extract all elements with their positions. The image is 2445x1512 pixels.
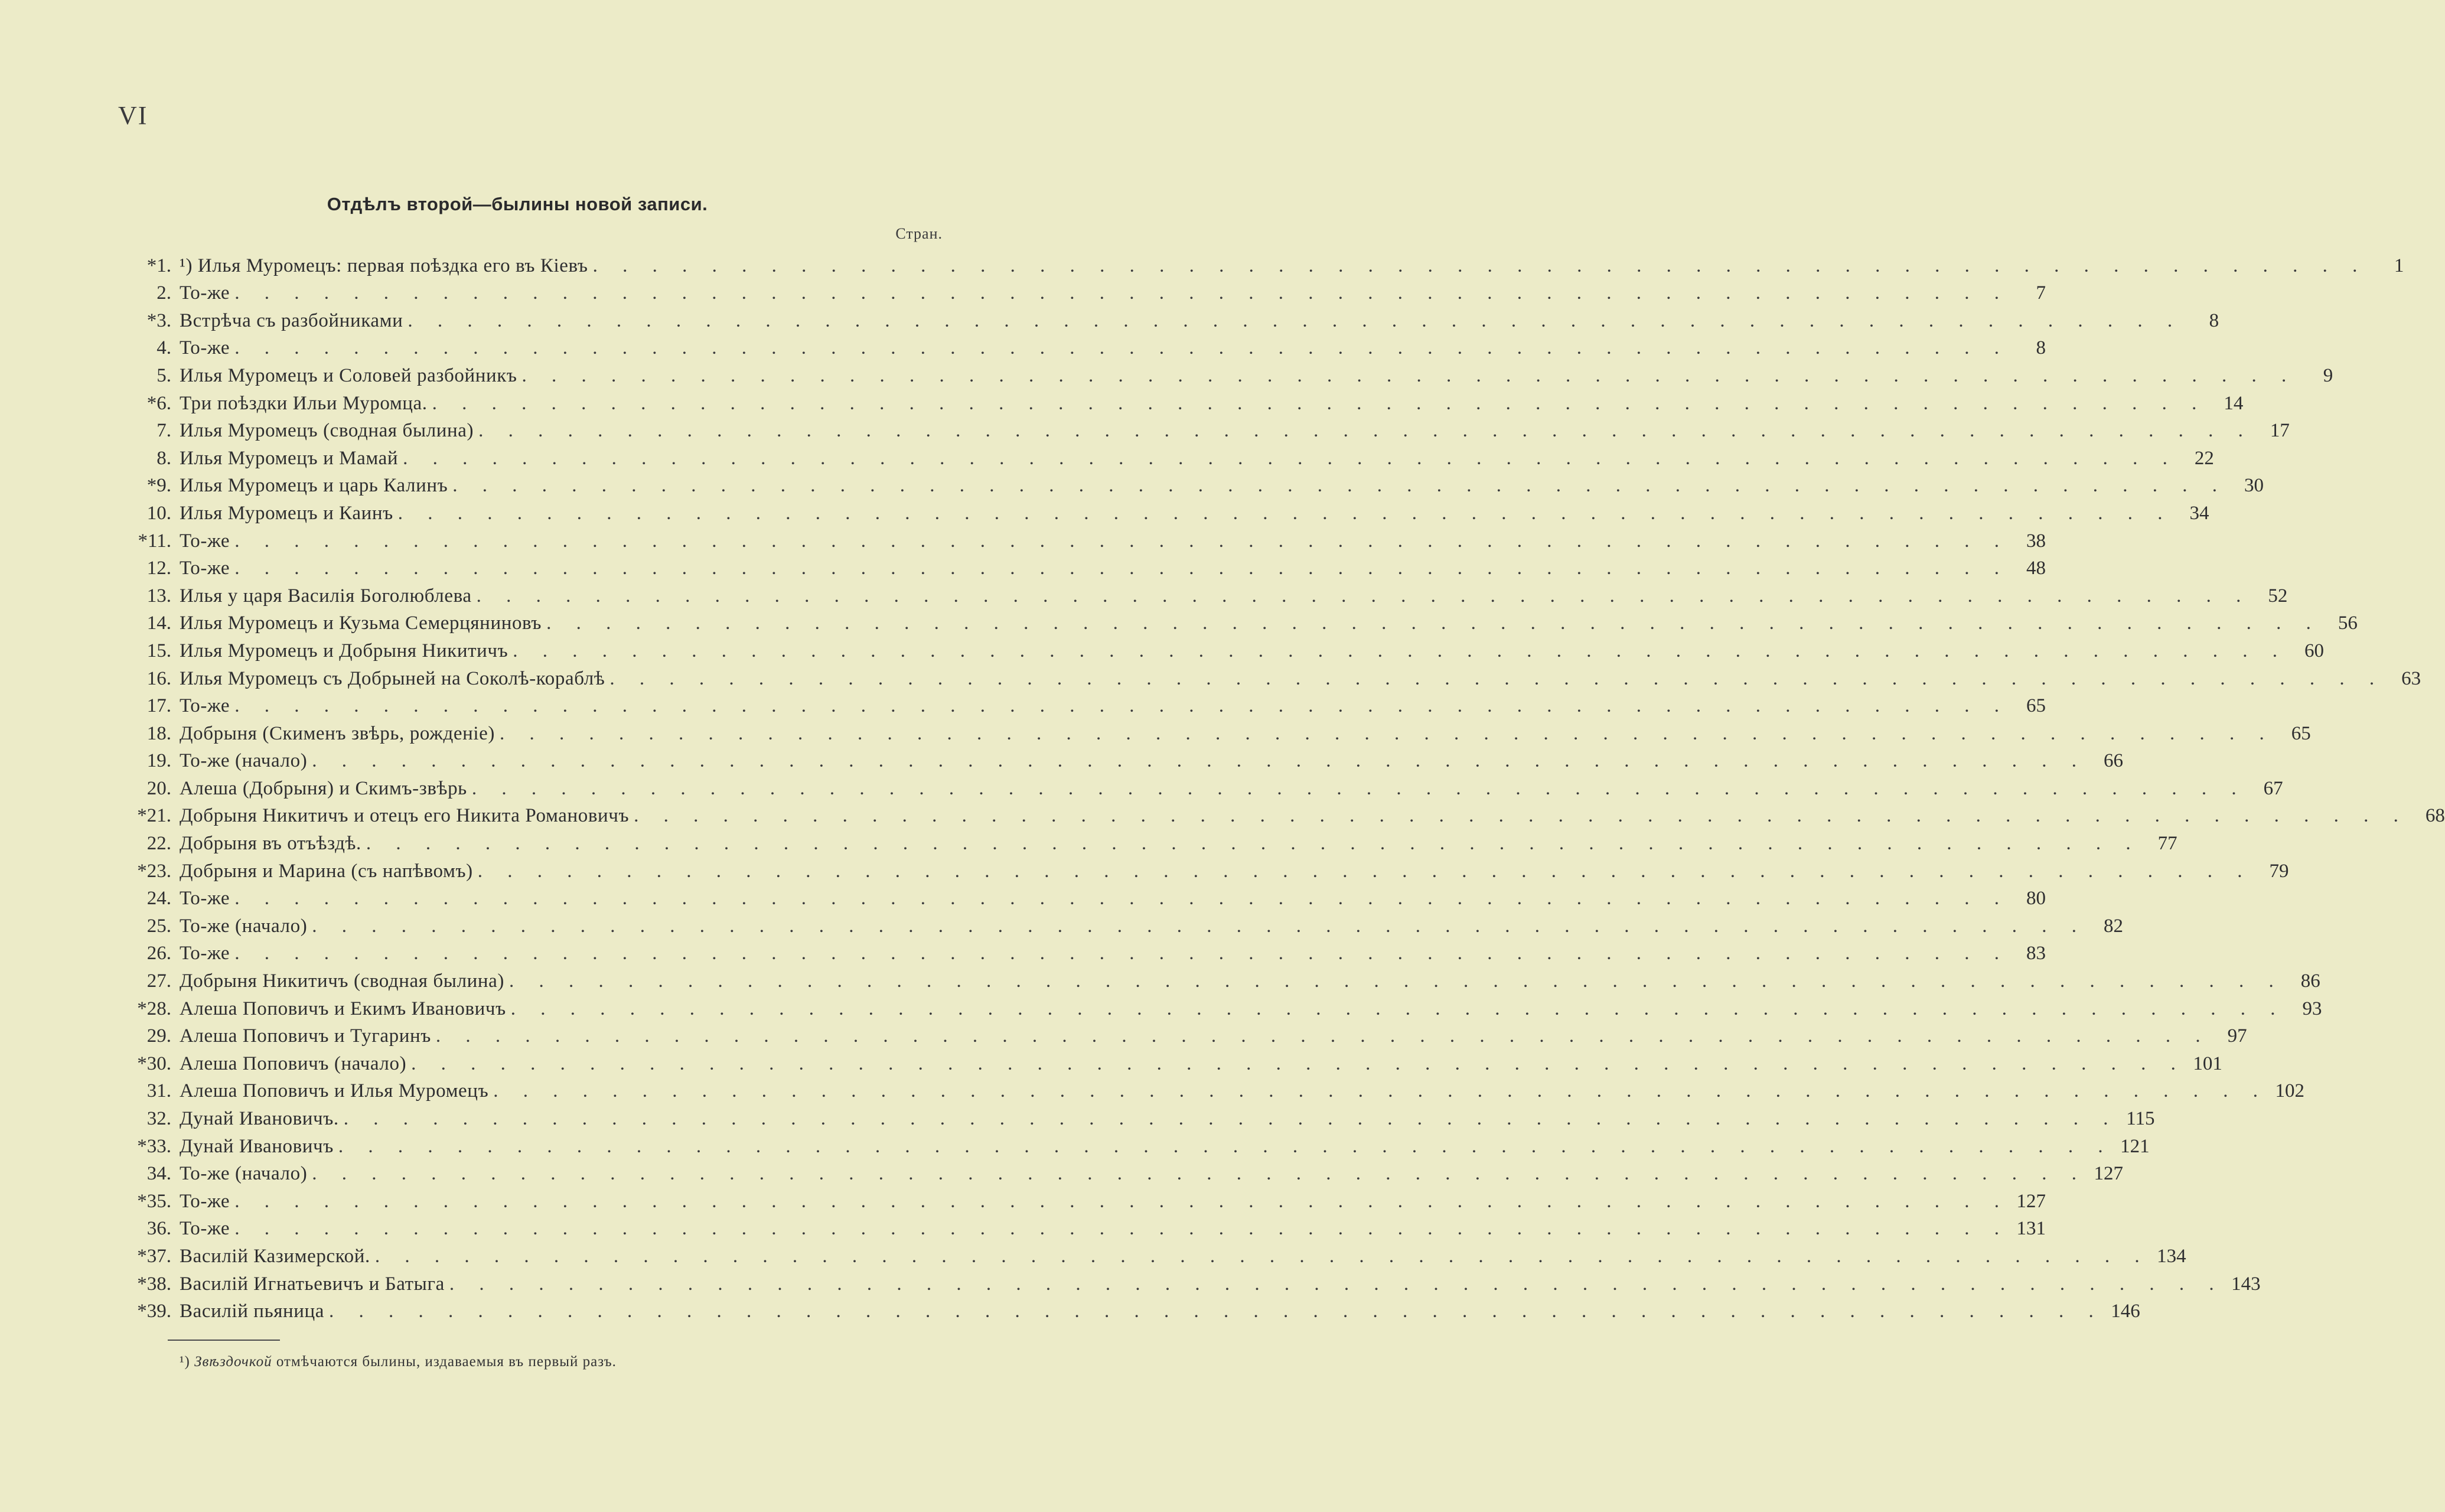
table-of-contents [112, 248, 2445, 1322]
entry-title: Добрыня Никитичъ (сводная былина) [180, 970, 504, 992]
entry-page: 67 [2263, 777, 2283, 799]
toc-entry [112, 496, 2209, 524]
toc-entry [112, 853, 2289, 882]
entry-page: 14 [2224, 392, 2244, 414]
entry-number: 10. [146, 502, 171, 524]
entry-number: 7. [157, 420, 171, 442]
page-number: VI [118, 101, 148, 130]
entry-page: 83 [2026, 943, 2046, 964]
entry-title: То-же (начало) [180, 1163, 308, 1185]
toc-entry [112, 936, 2046, 964]
toc-entry [112, 1266, 2261, 1295]
entry-number: *1. [146, 255, 171, 276]
entry-number: *33. [137, 1135, 171, 1157]
toc-entry [112, 1074, 2304, 1102]
entry-number: *39. [137, 1301, 171, 1322]
dot-leader: . . . . . . . . . . . . . . . . . . . . . . . . . . . . . . . . . . . . . . . . . . . . . . . . . . . . . . . . . . . . [234, 888, 2009, 910]
toc-entry [112, 1184, 2046, 1212]
entry-page: 82 [2104, 915, 2124, 937]
entry-page: 134 [2157, 1245, 2186, 1267]
entry-number: *9. [146, 475, 171, 497]
entry-page: 48 [2026, 558, 2046, 579]
entry-title: Илья Муромецъ и Каинъ [180, 502, 393, 524]
footnote-emphasis: Звѣздочкой [194, 1354, 272, 1370]
dot-leader: . . . . . . . . . . . . . . . . . . . . . . . . . . . . . . . . . . . . . . . . . . . . . . . . . . . . . . . . . . . . [312, 1163, 2087, 1185]
entry-page: 102 [2275, 1080, 2304, 1102]
dot-leader: . . . . . . . . . . . . . . . . . . . . . . . . . . . . . . . . . . . . . . . . . . . . . . . . . . . . . . . . . . . . [521, 364, 2297, 386]
toc-entry [112, 1101, 2155, 1129]
dot-leader: . . . . . . . . . . . . . . . . . . . . . . . . . . . . . . . . . . . . . . . . . . . . . . . . . . . . . . . . . . . . [510, 998, 2286, 1019]
dot-leader: . . . . . . . . . . . . . . . . . . . . . . . . . . . . . . . . . . . . . . . . . . . . . . . . . . . . . . . . . . . . [432, 392, 2207, 414]
entry-number: 8. [157, 447, 171, 469]
entry-number: 14. [146, 612, 171, 634]
dot-leader: . . . . . . . . . . . . . . . . . . . . . . . . . . . . . . . . . . . . . . . . . . . . . . . . . . . . . . . . . . . . [634, 805, 2408, 827]
dot-leader: . . . . . . . . . . . . . . . . . . . . . . . . . . . . . . . . . . . . . . . . . . . . . . . . . . . . . . . . . . . . [509, 970, 2284, 992]
toc-entry [112, 606, 2358, 634]
entry-page: 97 [2227, 1025, 2247, 1047]
entry-page: 101 [2193, 1052, 2222, 1074]
entry-title: Василій Игнатьевичъ и Батыга [180, 1273, 445, 1295]
entry-page: 22 [2194, 447, 2214, 469]
toc-entry [112, 881, 2046, 910]
dot-leader: . . . . . . . . . . . . . . . . . . . . . . . . . . . . . . . . . . . . . . . . . . . . . . . . . . . . . . . . . . . . [493, 1080, 2268, 1102]
entry-number: *38. [137, 1273, 171, 1295]
dot-leader: . . . . . . . . . . . . . . . . . . . . . . . . . . . . . . . . . . . . . . . . . . . . . . . . . . . . . . . . . . . . [407, 309, 2183, 331]
entry-title: То-же [180, 1190, 230, 1212]
dot-leader: . . . . . . . . . . . . . . . . . . . . . . . . . . . . . . . . . . . . . . . . . . . . . . . . . . . . . . . . . . . . [338, 1135, 2113, 1157]
toc-entry [112, 413, 2290, 442]
dot-leader: . . . . . . . . . . . . . . . . . . . . . . . . . . . . . . . . . . . . . . . . . . . . . . . . . . . . . . . . . . . . [312, 915, 2087, 937]
toc-entry [112, 908, 2124, 937]
dot-leader: . . . . . . . . . . . . . . . . . . . . . . . . . . . . . . . . . . . . . . . . . . . . . . . . . . . . . . . . . . . . [312, 750, 2087, 772]
dot-leader: . . . . . . . . . . . . . . . . . . . . . . . . . . . . . . . . . . . . . . . . . . . . . . . . . . . . . . . . . . . . [609, 667, 2385, 689]
entry-page: 131 [2016, 1218, 2046, 1240]
entry-number: 5. [157, 364, 171, 386]
toc-entry [112, 578, 2288, 607]
entry-title: То-же (начало) [180, 915, 308, 937]
toc-entry [112, 661, 2421, 689]
entry-page: 80 [2026, 888, 2046, 910]
entry-number: 18. [146, 722, 171, 744]
entry-number: 26. [146, 943, 171, 964]
entry-title: Три поѣздки Ильи Муромца. [180, 392, 428, 414]
toc-entry [112, 1294, 2140, 1322]
dot-leader: . . . . . . . . . . . . . . . . . . . . . . . . . . . . . . . . . . . . . . . . . . . . . . . . . . . . . . . . . . . . [478, 420, 2253, 442]
page-column-header: Стран. [895, 225, 943, 242]
entry-title: Добрыня и Марина (съ напѣвомъ) [180, 860, 473, 882]
toc-entry [112, 1211, 2046, 1240]
entry-page: 79 [2269, 860, 2289, 882]
entry-number: *28. [137, 998, 171, 1019]
entry-title: То-же [180, 695, 230, 717]
toc-entry [112, 551, 2046, 579]
entry-page: 63 [2401, 667, 2421, 689]
entry-page: 66 [2104, 750, 2124, 772]
toc-entry [112, 1019, 2247, 1047]
entry-title: То-же (начало) [180, 750, 308, 772]
dot-leader: . . . . . . . . . . . . . . . . . . . . . . . . . . . . . . . . . . . . . . . . . . . . . . . . . . . . . . . . . . . . [477, 860, 2252, 882]
toc-entry [112, 523, 2046, 552]
entry-title: Илья у царя Василія Боголюблева [180, 585, 472, 607]
dot-leader: . . . . . . . . . . . . . . . . . . . . . . . . . . . . . . . . . . . . . . . . . . . . . . . . . . . . . . . . . . . . [546, 612, 2321, 634]
dot-leader: . . . . . . . . . . . . . . . . . . . . . . . . . . . . . . . . . . . . . . . . . . . . . . . . . . . . . . . . . . . . [329, 1301, 2104, 1322]
entry-title: Илья Муромецъ и Добрыня Никитичъ [180, 640, 508, 662]
entry-number: *37. [137, 1245, 171, 1267]
toc-entry [112, 468, 2264, 497]
entry-title: Встрѣча съ разбойниками [180, 309, 403, 331]
entry-number: 25. [146, 915, 171, 937]
entry-page: 8 [2036, 337, 2046, 359]
entry-page: 127 [2016, 1190, 2046, 1212]
entry-title: Дунай Ивановичъ. [180, 1108, 339, 1129]
entry-page: 65 [2026, 695, 2046, 717]
entry-number: *23. [137, 860, 171, 882]
toc-entry [112, 331, 2046, 359]
dot-leader: . . . . . . . . . . . . . . . . . . . . . . . . . . . . . . . . . . . . . . . . . . . . . . . . . . . . . . . . . . . . [234, 695, 2009, 717]
entry-number: 24. [146, 888, 171, 910]
entry-title: То-же [180, 888, 230, 910]
toc-entry [112, 799, 2445, 827]
entry-number: 22. [146, 833, 171, 855]
entry-page: 7 [2036, 282, 2046, 304]
dot-leader: . . . . . . . . . . . . . . . . . . . . . . . . . . . . . . . . . . . . . . . . . . . . . . . . . . . . . . . . . . . . [449, 1273, 2224, 1295]
toc-entry [112, 358, 2333, 386]
entry-page: 68 [2425, 805, 2445, 827]
toc-entry [112, 991, 2322, 1019]
dot-leader: . . . . . . . . . . . . . . . . . . . . . . . . . . . . . . . . . . . . . . . . . . . . . . . . . . . . . . . . . . . . [234, 530, 2009, 552]
entry-page: 38 [2026, 530, 2046, 552]
entry-page: 93 [2302, 998, 2322, 1019]
entry-page: 143 [2231, 1273, 2261, 1295]
entry-page: 30 [2244, 475, 2264, 497]
entry-title: Илья Муромецъ и Мамай [180, 447, 399, 469]
dot-leader: . . . . . . . . . . . . . . . . . . . . . . . . . . . . . . . . . . . . . . . . . . . . . . . . . . . . . . . . . . . . [397, 502, 2173, 524]
entry-number: *21. [137, 805, 171, 827]
entry-title: Добрыня (Скименъ звѣрь, рожденіе) [180, 722, 495, 744]
section-title: Отдѣлъ второй—былины новой записи. [327, 194, 708, 214]
entry-page: 9 [2323, 364, 2333, 386]
dot-leader: . . . . . . . . . . . . . . . . . . . . . . . . . . . . . . . . . . . . . . . . . . . . . . . . . . . . . . . . . . . . [366, 833, 2141, 855]
dot-leader: . . . . . . . . . . . . . . . . . . . . . . . . . . . . . . . . . . . . . . . . . . . . . . . . . . . . . . . . . . . . [403, 447, 2177, 469]
toc-entry [112, 633, 2325, 662]
entry-title: Илья Муромецъ и Кузьма Семерцяниновъ [180, 612, 542, 634]
dot-leader: . . . . . . . . . . . . . . . . . . . . . . . . . . . . . . . . . . . . . . . . . . . . . . . . . . . . . . . . . . . . [234, 943, 2009, 964]
dot-leader: . . . . . . . . . . . . . . . . . . . . . . . . . . . . . . . . . . . . . . . . . . . . . . . . . . . . . . . . . . . . [452, 475, 2228, 497]
dot-leader: . . . . . . . . . . . . . . . . . . . . . . . . . . . . . . . . . . . . . . . . . . . . . . . . . . . . . . . . . . . . [592, 255, 2368, 276]
entry-number: 31. [146, 1080, 171, 1102]
entry-title: То-же [180, 282, 230, 304]
entry-page: 86 [2300, 970, 2320, 992]
entry-number: 16. [146, 667, 171, 689]
entry-title: Алеша Поповичъ (начало) [180, 1052, 407, 1074]
entry-title: Илья Муромецъ съ Добрыней на Соколѣ-кораблѣ [180, 667, 605, 689]
dot-leader: . . . . . . . . . . . . . . . . . . . . . . . . . . . . . . . . . . . . . . . . . . . . . . . . . . . . . . . . . . . . [234, 1190, 2009, 1212]
entry-number: *30. [137, 1052, 171, 1074]
toc-entry [112, 386, 2244, 414]
dot-leader: . . . . . . . . . . . . . . . . . . . . . . . . . . . . . . . . . . . . . . . . . . . . . . . . . . . . . . . . . . . . [435, 1025, 2211, 1047]
toc-entry [112, 1046, 2222, 1074]
entry-number: 20. [146, 777, 171, 799]
toc-entry [112, 771, 2283, 799]
entry-number: 27. [146, 970, 171, 992]
entry-page: 60 [2304, 640, 2325, 662]
entry-title: Василій Казимерской. [180, 1245, 370, 1267]
entry-page: 77 [2157, 833, 2177, 855]
toc-entry [112, 303, 2219, 331]
entry-number: 34. [146, 1163, 171, 1185]
entry-number: *11. [138, 530, 171, 552]
dot-leader: . . . . . . . . . . . . . . . . . . . . . . . . . . . . . . . . . . . . . . . . . . . . . . . . . . . . . . . . . . . . [411, 1052, 2186, 1074]
entry-title: Дунай Ивановичъ [180, 1135, 334, 1157]
entry-page: 56 [2338, 612, 2358, 634]
footnote-divider [168, 1340, 280, 1341]
entry-page: 1 [2394, 255, 2404, 276]
entry-title: Добрыня Никитичъ и отецъ его Никита Романовичъ [180, 805, 630, 827]
toc-entry [112, 689, 2046, 717]
entry-title: Василій пьяница [180, 1301, 325, 1322]
dot-leader: . . . . . . . . . . . . . . . . . . . . . . . . . . . . . . . . . . . . . . . . . . . . . . . . . . . . . . . . . . . . [374, 1245, 2150, 1267]
entry-page: 17 [2270, 420, 2290, 442]
entry-page: 121 [2120, 1135, 2150, 1157]
toc-entry [112, 441, 2214, 469]
dot-leader: . . . . . . . . . . . . . . . . . . . . . . . . . . . . . . . . . . . . . . . . . . . . . . . . . . . . . . . . . . . . [234, 337, 2009, 359]
dot-leader: . . . . . . . . . . . . . . . . . . . . . . . . . . . . . . . . . . . . . . . . . . . . . . . . . . . . . . . . . . . . [234, 282, 2009, 304]
entry-number: 4. [157, 337, 171, 359]
entry-title: То-же [180, 337, 230, 359]
entry-title: Алеша Поповичъ и Тугаринъ [180, 1025, 431, 1047]
entry-title: То-же [180, 530, 230, 552]
entry-page: 146 [2111, 1301, 2140, 1322]
entry-number: 12. [146, 558, 171, 579]
entry-page: 34 [2189, 502, 2209, 524]
toc-entry [112, 716, 2311, 744]
entry-number: *35. [137, 1190, 171, 1212]
entry-title: То-же [180, 558, 230, 579]
dot-leader: . . . . . . . . . . . . . . . . . . . . . . . . . . . . . . . . . . . . . . . . . . . . . . . . . . . . . . . . . . . . [500, 722, 2274, 744]
entry-title: Алеша Поповичъ и Екимъ Ивановичъ [180, 998, 506, 1019]
entry-page: 52 [2268, 585, 2288, 607]
dot-leader: . . . . . . . . . . . . . . . . . . . . . . . . . . . . . . . . . . . . . . . . . . . . . . . . . . . . . . . . . . . . [343, 1108, 2118, 1129]
entry-number: 36. [146, 1218, 171, 1240]
dot-leader: . . . . . . . . . . . . . . . . . . . . . . . . . . . . . . . . . . . . . . . . . . . . . . . . . . . . . . . . . . . . [471, 777, 2247, 799]
entry-number: 17. [146, 695, 171, 717]
toc-entry [112, 1156, 2124, 1185]
toc-entry [112, 963, 2320, 992]
entry-number: 19. [146, 750, 171, 772]
entry-title: То-же [180, 1218, 230, 1240]
footnote-marker: ¹) [180, 1354, 190, 1370]
footnote-text: отмѣчаются былины, издаваемыя въ первый разъ. [276, 1354, 617, 1370]
entry-page: 65 [2291, 722, 2311, 744]
entry-title: Илья Муромецъ и царь Калинъ [180, 475, 448, 497]
entry-number: 29. [146, 1025, 171, 1047]
entry-title: Алеша (Добрыня) и Скимъ-звѣрь [180, 777, 467, 799]
toc-entry [112, 1239, 2186, 1267]
toc-entry [112, 276, 2046, 304]
entry-number: 13. [146, 585, 171, 607]
entry-number: 15. [146, 640, 171, 662]
toc-entry [112, 248, 2404, 276]
dot-leader: . . . . . . . . . . . . . . . . . . . . . . . . . . . . . . . . . . . . . . . . . . . . . . . . . . . . . . . . . . . . [234, 558, 2009, 579]
entry-title: То-же [180, 943, 230, 964]
entry-page: 127 [2094, 1163, 2124, 1185]
entry-title: Илья Муромецъ (сводная былина) [180, 420, 474, 442]
entry-number: *3. [146, 309, 171, 331]
entry-title: Добрыня въ отъѣздѣ. [180, 833, 361, 855]
entry-title: Алеша Поповичъ и Илья Муромецъ [180, 1080, 489, 1102]
dot-leader: . . . . . . . . . . . . . . . . . . . . . . . . . . . . . . . . . . . . . . . . . . . . . . . . . . . . . . . . . . . . [513, 640, 2288, 662]
entry-number: 32. [146, 1108, 171, 1129]
toc-entry [112, 1129, 2150, 1157]
entry-title: ¹) Илья Муромецъ: первая поѣздка его въ Кіевъ [180, 255, 588, 276]
toc-entry [112, 826, 2177, 855]
entry-number: *6. [146, 392, 171, 414]
entry-page: 8 [2209, 309, 2219, 331]
entry-title: Илья Муромецъ и Соловей разбойникъ [180, 364, 517, 386]
entry-number: 2. [157, 282, 171, 304]
footnote [180, 1354, 888, 1370]
entry-page: 115 [2126, 1108, 2155, 1129]
dot-leader: . . . . . . . . . . . . . . . . . . . . . . . . . . . . . . . . . . . . . . . . . . . . . . . . . . . . . . . . . . . . [234, 1218, 2009, 1240]
dot-leader: . . . . . . . . . . . . . . . . . . . . . . . . . . . . . . . . . . . . . . . . . . . . . . . . . . . . . . . . . . . . [476, 585, 2251, 607]
toc-entry [112, 744, 2124, 772]
